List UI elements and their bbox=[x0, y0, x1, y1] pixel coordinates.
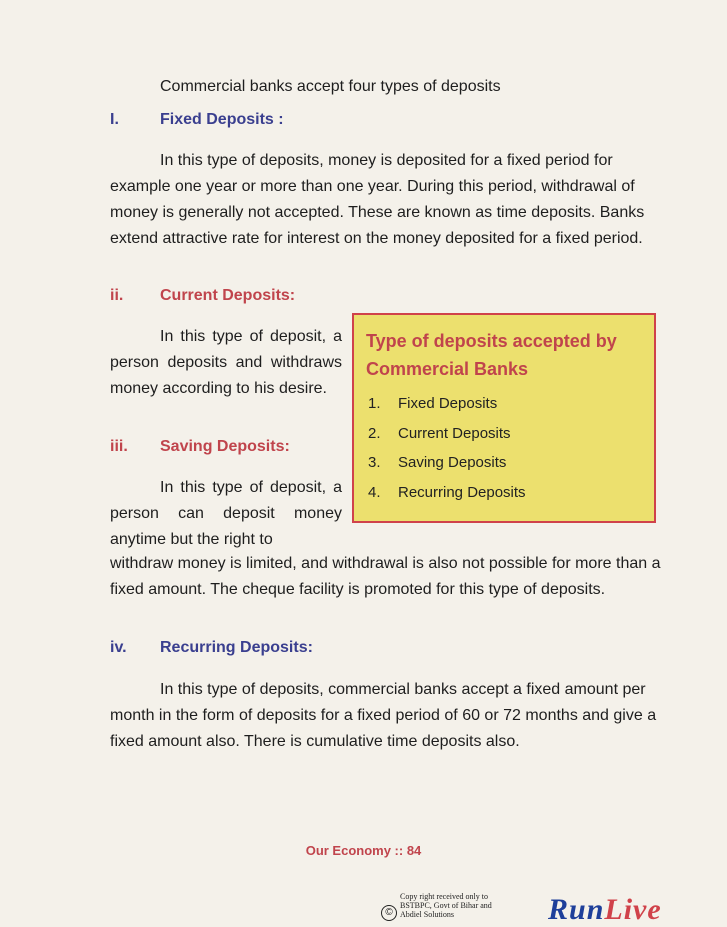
list-item: 1. Fixed Deposits bbox=[368, 395, 498, 412]
section-title: Fixed Deposits : bbox=[160, 111, 284, 128]
section-recurring-body: In this type of deposits, commercial banks accept a fixed amount per month in the form of deposits for a fixed period of 60 or 72 months and give a fixed amount also. There is cumulative time deposits also. bbox=[110, 681, 657, 750]
list-item: 2. Current Deposits bbox=[368, 424, 511, 442]
box-list bbox=[368, 389, 526, 507]
list-item: 4. Recurring Deposits bbox=[368, 483, 526, 501]
intro-line: Commercial banks accept four types of deposits bbox=[160, 78, 501, 95]
copyright-notice: Copy right received only to BSTBPC, Govt of Bihar and Abdiel Solutions bbox=[400, 892, 492, 919]
section-fixed-body: In this type of deposits, money is deposited for a fixed period for example one year or more than one year. During this period, withdrawal of money is generally not accepted. These are known as time deposits. Banks extend attractive rate for interest on the money deposited for a fixed period. bbox=[110, 152, 645, 247]
section-saving-heading bbox=[110, 438, 290, 456]
list-item: 3. Saving Deposits bbox=[368, 454, 507, 471]
section-current-body: In this type of deposit, a person deposits and withdraws money according to his desire. bbox=[110, 328, 342, 397]
show-through-text bbox=[118, 42, 121, 54]
page-footer: Our Economy :: 84 bbox=[305, 843, 422, 858]
section-number: ii. bbox=[110, 287, 124, 304]
runlive-logo: RunLive bbox=[548, 893, 662, 926]
section-title: Saving Deposits: bbox=[160, 438, 290, 455]
section-title: Current Deposits: bbox=[160, 287, 296, 304]
section-recurring-heading bbox=[110, 639, 313, 657]
section-saving-body-start: In this type of deposit, a person can deposit money anytime but the right to bbox=[110, 479, 342, 548]
copyright-icon: © bbox=[381, 905, 397, 921]
section-saving-body-rest: withdraw money is limited, and withdrawal is also not possible for more than a fixed amount. The cheque facility is promoted for this type of deposits. bbox=[110, 555, 661, 598]
section-current-heading bbox=[110, 287, 295, 305]
section-number: I. bbox=[110, 111, 119, 128]
section-title: Recurring Deposits: bbox=[160, 639, 313, 656]
section-fixed-heading bbox=[110, 111, 284, 129]
section-number: iv. bbox=[110, 639, 127, 656]
box-title: Type of deposits accepted by Commercial Banks bbox=[366, 331, 617, 379]
section-number: iii. bbox=[110, 438, 128, 455]
deposit-types-box bbox=[352, 313, 656, 523]
